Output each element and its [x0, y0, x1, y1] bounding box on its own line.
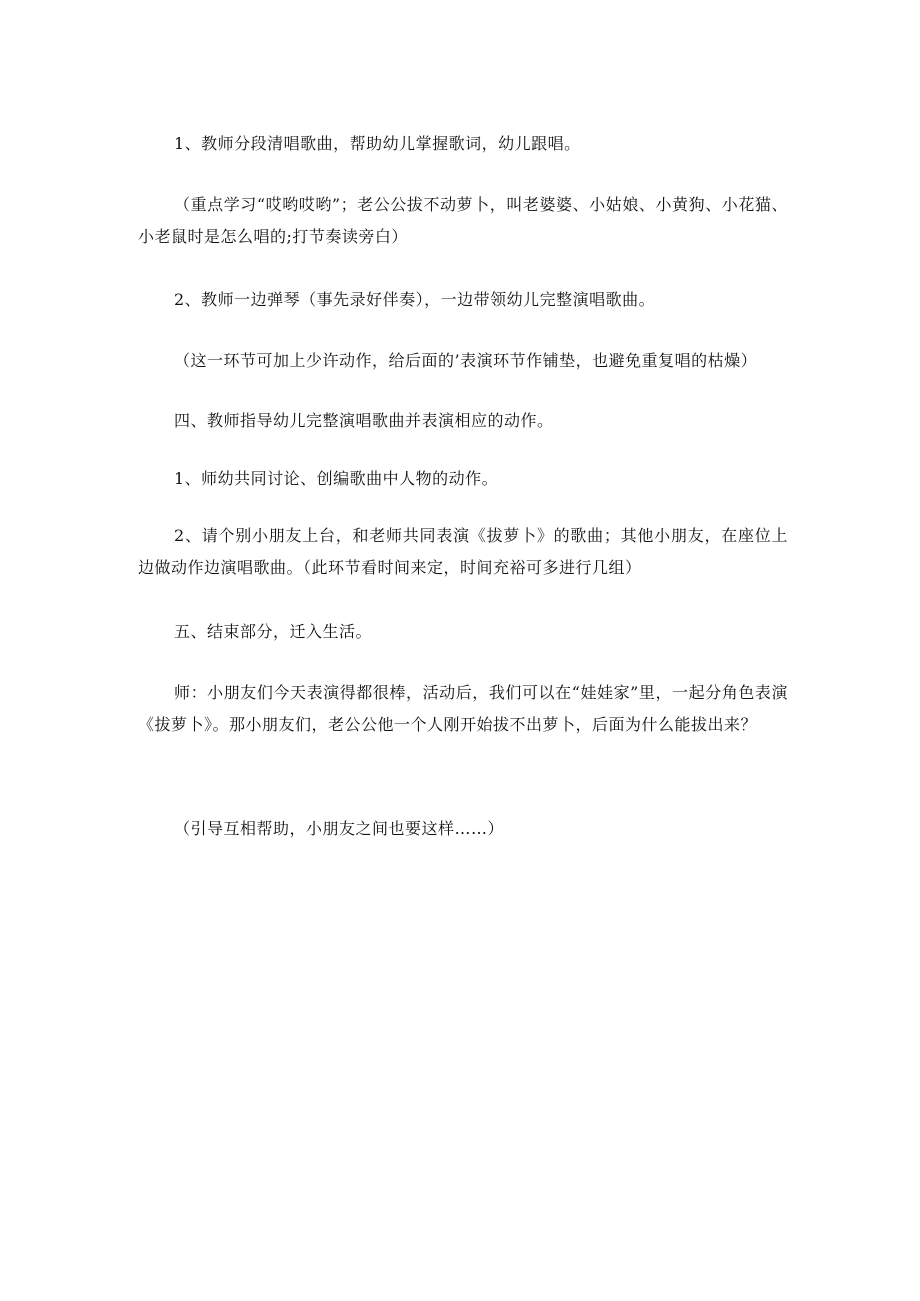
paragraph-step-1-discuss: 1、师幼共同讨论、创编歌曲中人物的动作。	[174, 469, 499, 488]
section-heading-four: 四、教师指导幼儿完整演唱歌曲并表演相应的动作。	[174, 411, 554, 430]
paragraph-closing-note: （引导互相帮助，小朋友之间也要这样……）	[174, 819, 505, 838]
paragraph-step-2-piano: 2、教师一边弹琴（事先录好伴奏），一边带领幼儿完整演唱歌曲。	[174, 290, 656, 309]
paragraph-step-1-sing: 1、教师分段清唱歌曲，帮助幼儿掌握歌词，幼儿跟唱。	[174, 134, 581, 153]
paragraph-step-2-perform: 2、请个别小朋友上台，和老师共同表演《拔萝卜》的歌曲；其他小朋友，在座位上边做动作边演唱歌曲。（此环节看时间来定，时间充裕可多进行几组）	[138, 526, 788, 577]
paragraph-note-key-points: （重点学习“哎哟哎哟”；老公公拔不动萝卜，叫老婆婆、小姑娘、小黄狗、小花猫、小老鼠时是怎么唱的;打节奏读旁白）	[138, 195, 788, 246]
section-heading-five: 五、结束部分，迁入生活。	[174, 622, 373, 641]
paragraph-teacher-speech: 师：小朋友们今天表演得都很棒，活动后，我们可以在“娃娃家”里，一起分角色表演《拔萝卜》。那小朋友们，老公公他一个人刚开始拔不出萝卜，后面为什么能拔出来？	[138, 683, 788, 734]
paragraph-note-actions: （这一环节可加上少许动作，给后面的’表演环节作铺垫，也避免重复唱的枯燥）	[174, 351, 758, 370]
